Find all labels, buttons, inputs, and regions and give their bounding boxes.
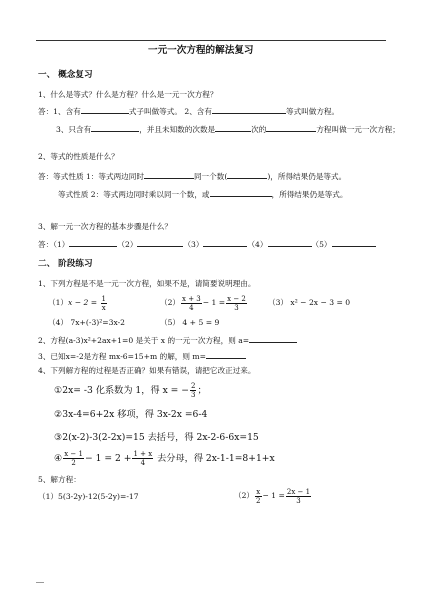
fraction: $\frac{x - 1}{2}$ (64, 450, 83, 467)
q1-blank-1[interactable] (81, 105, 129, 114)
fraction: $\frac{x}{2}$ (256, 487, 261, 505)
q3-blank-5[interactable] (332, 238, 376, 247)
s2-q4-line-1: ①2x= -3 化系数为 1，得 x = − $\frac{2}{3}$ ； (54, 382, 207, 399)
fraction: $\frac{1 + x}{4}$ (133, 450, 153, 467)
q2-blank-2[interactable] (227, 170, 267, 179)
q3-question: 3、解一元一次方程的基本步骤是什么？ (38, 222, 172, 231)
section-2-heading: 二、 阶段练习 (38, 259, 93, 269)
q2-answer-line2: 等式性质 2：等式两边同时乘以同一个数，或 ，所得结果仍是等式。 (58, 190, 348, 199)
s2-q3-blank[interactable] (206, 350, 246, 359)
q1-answer-line2: 3、只含有 ，并且未知数的次数是 次的 方程叫做一元一次方程； (56, 125, 400, 134)
footer-mark (36, 582, 44, 583)
fraction: $\frac{2}{3}$ (190, 382, 196, 399)
q2-blank-3[interactable] (210, 188, 272, 197)
page-title: 一元一次方程的解法复习 (148, 45, 254, 56)
q3-answer-line: 答：（1） （2） （3） （4） （5） (38, 238, 376, 250)
fraction: $\frac{x - 2}{3}$ (227, 294, 246, 312)
q1-blank-3[interactable] (91, 123, 139, 132)
q2-answer-line1: 答：等式性质 1：等式两边同时 同一个数( )，所得结果仍是等式。 (38, 172, 347, 181)
s2-q5-eq-1: （1）5(3-2y)-12(5-2y)=-17 (38, 492, 139, 501)
q1-blank-5[interactable] (266, 123, 316, 132)
s2-q4-question: 4、下列解方程的过程是否正确？如果有错误，请把它改正过来。 (38, 366, 256, 375)
s2-q1-question: 1、下列方程是不是一元一次方程，如果不是，请简要说明理由。 (38, 279, 256, 288)
q3-blank-2[interactable] (137, 238, 183, 247)
q3-blank-4[interactable] (268, 238, 312, 247)
s2-q4-line-4: ④ $\frac{x - 1}{2}$ − 1 = 2 + $\frac{1 + x}{4}$ 去分母，得 2x-1-1=8+1+x (54, 450, 275, 467)
s2-q1-item-1: （1）x − 2 = $\frac{1}{x}$ (48, 294, 107, 312)
s2-q1-item-5: （5） 4 + 5 = 9 (160, 318, 220, 327)
s2-q2-blank[interactable] (249, 334, 297, 343)
q1-question: 1、什么是等式？什么是方程？什么是一元一次方程？ (38, 90, 218, 99)
q3-blank-1[interactable] (69, 238, 117, 247)
header-rule (36, 40, 386, 41)
s2-q2: 2、方程(a-3)x²+2ax+1=0 是关于 x 的一元一次方程，则 a= (38, 334, 297, 346)
q1-blank-2[interactable] (212, 105, 286, 114)
s2-q5-question: 5、解方程： (38, 475, 81, 484)
q2-blank-1[interactable] (144, 170, 194, 179)
s2-q1-item-4: （4） 7x+(-3)²=3x-2 (48, 318, 126, 327)
fraction: $\frac{x + 3}{4}$ (182, 294, 201, 312)
s2-q1-item-2: （2） $\frac{x + 3}{4}$ − 1 = $\frac{x - 2}{3}$ (160, 294, 246, 312)
fraction: $\frac{2x - 1}{3}$ (286, 487, 311, 505)
s2-q5-eq-2: （2） $\frac{x}{2}$ − 1 = $\frac{2x - 1}{3}$ (234, 487, 311, 505)
q1-blank-4[interactable] (215, 123, 251, 132)
fraction: $\frac{1}{x}$ (101, 294, 107, 312)
section-1-heading: 一、 概念复习 (38, 70, 93, 80)
s2-q3: 3、已知x=-2是方程 mx-6=15+m 的解，则 m= (38, 350, 246, 362)
q1-answer-line1: 答：1、含有 式子叫做等式。 2、含有 等式叫做方程。 (38, 107, 340, 116)
s2-q4-line-2: ②3x-4=6+2x 移项，得 3x-2x =6-4 (54, 409, 208, 420)
s2-q1-item-3: （3） x² − 2x − 3 = 0 (268, 298, 351, 307)
q2-question: 2、等式的性质是什么？ (38, 152, 119, 161)
s2-q4-line-3: ③2(x-2)-3(2-2x)=15 去括号，得 2x-2-6-6x=15 (54, 432, 259, 443)
q3-blank-3[interactable] (203, 238, 247, 247)
